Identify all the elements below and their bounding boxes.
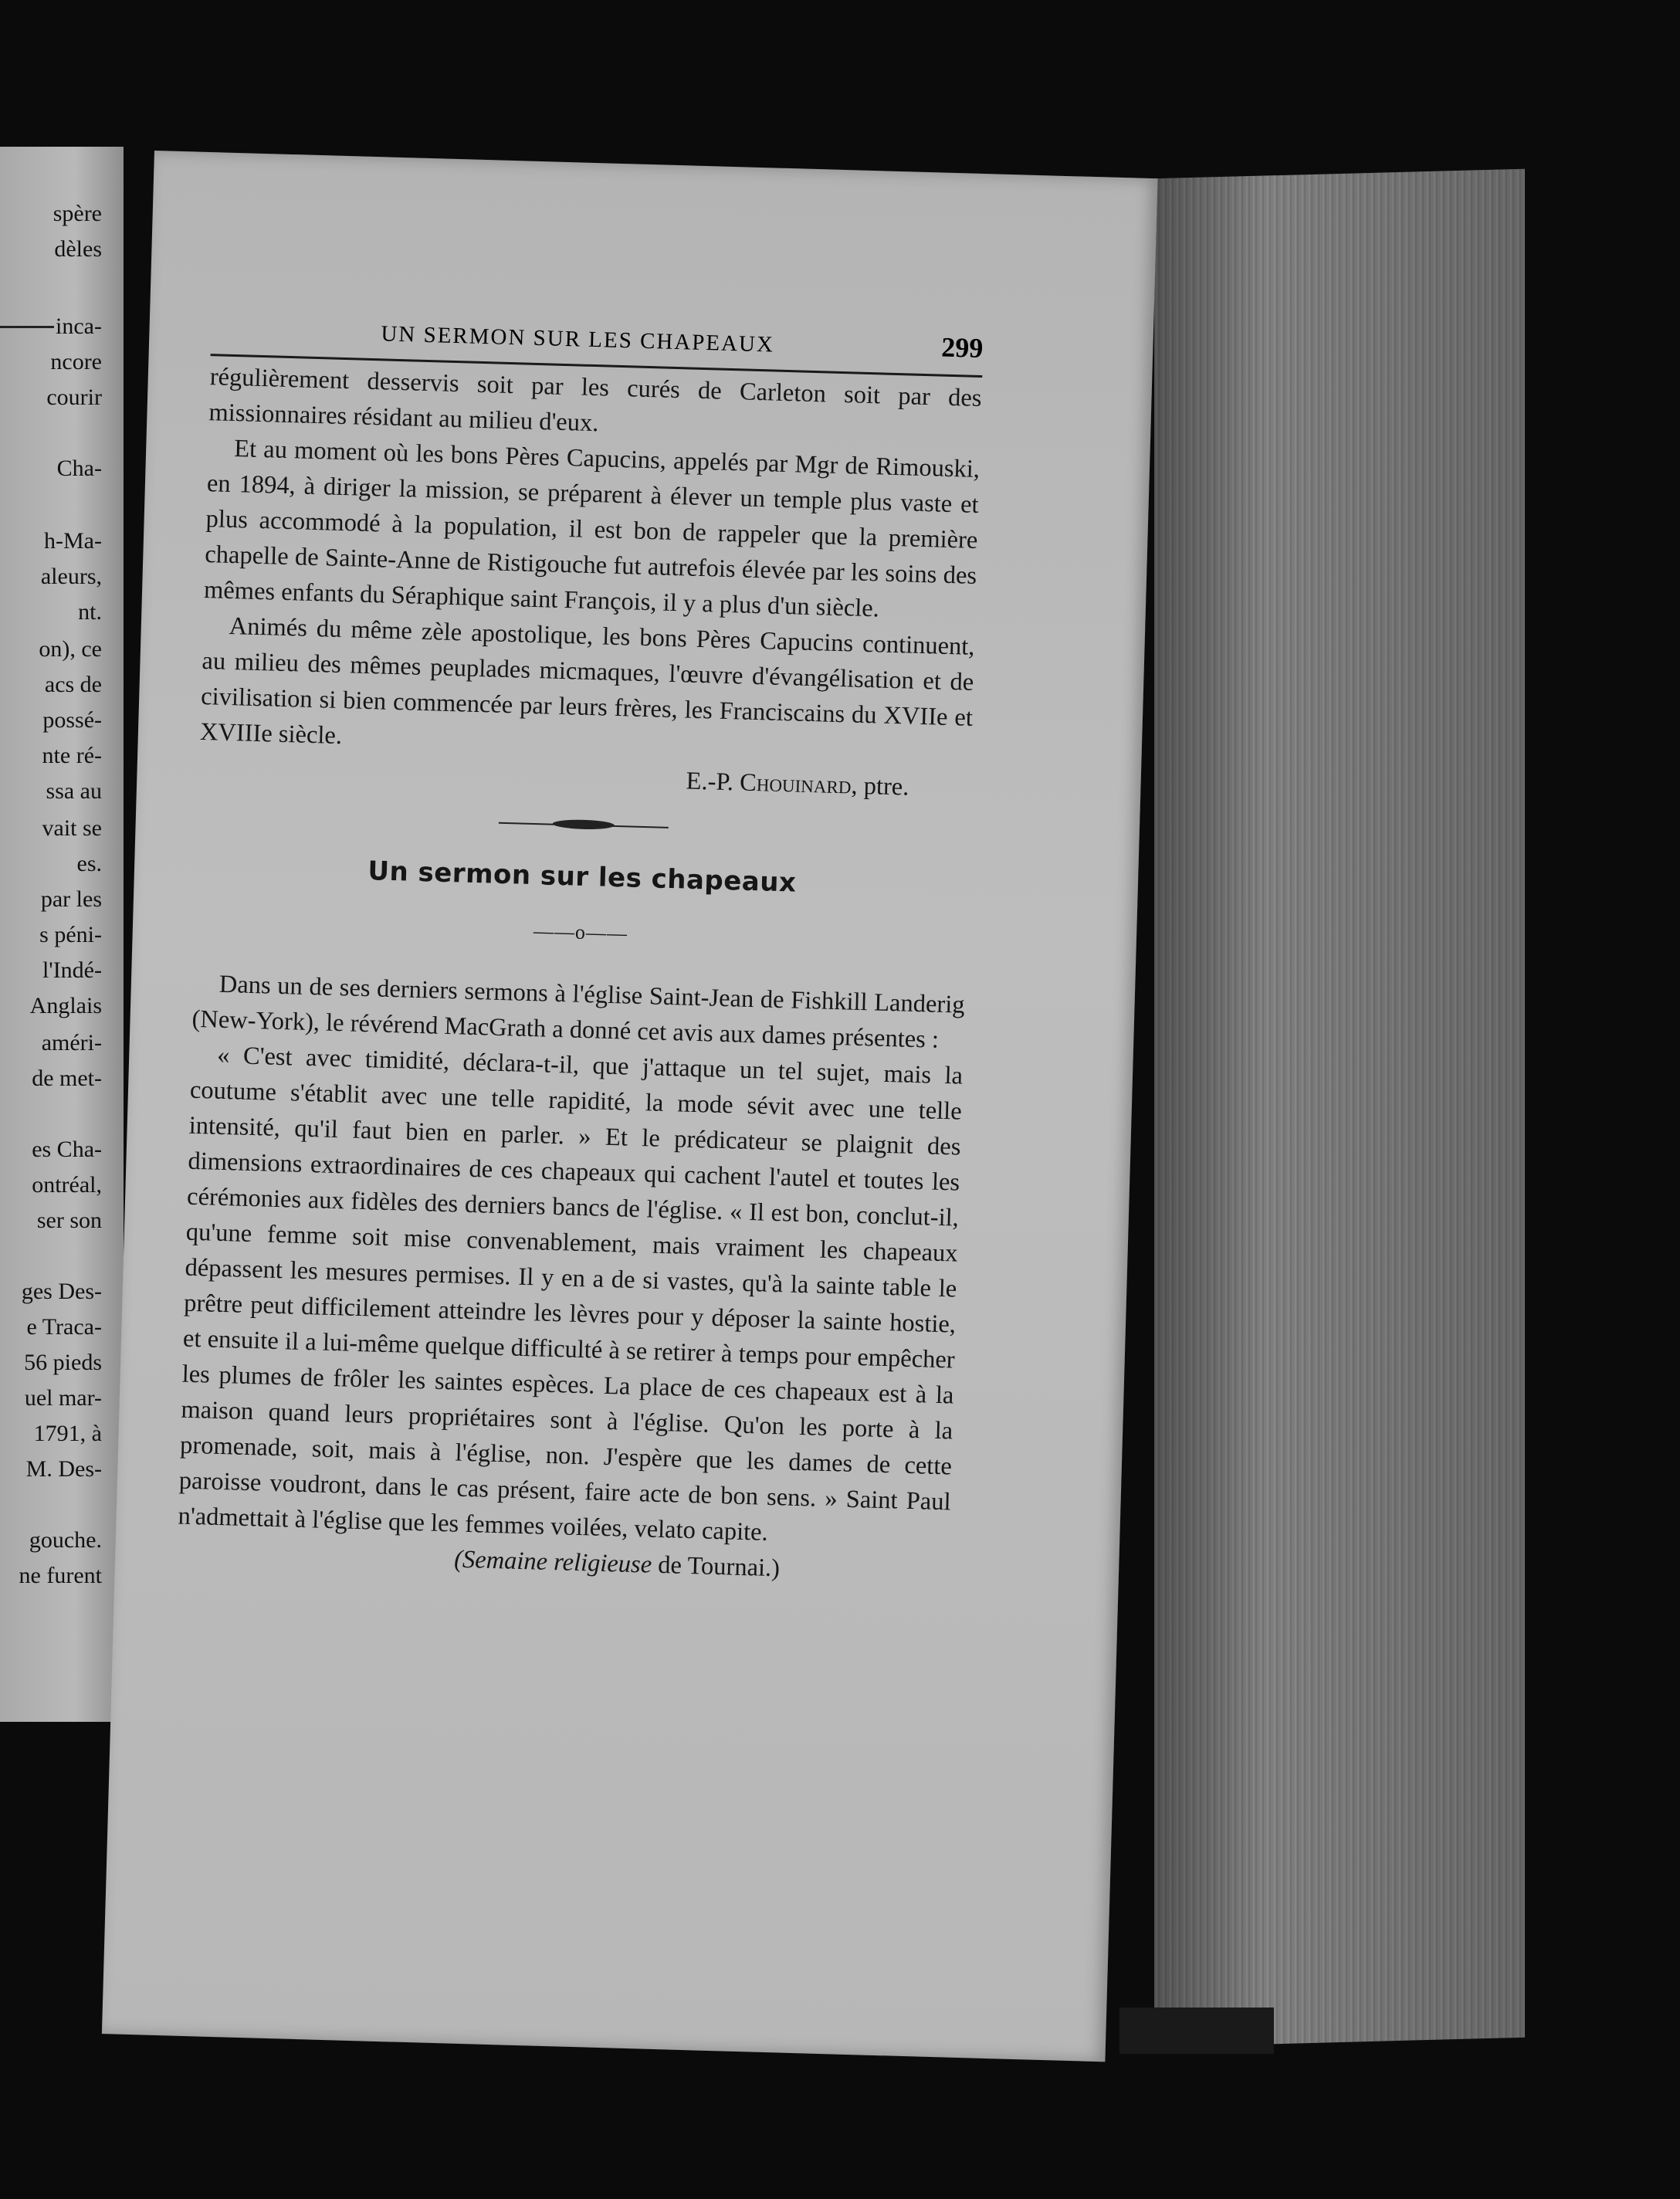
- left-page-line: de met-: [32, 1066, 102, 1091]
- left-page-line: e Traca-: [26, 1314, 102, 1340]
- previous-page-fragment: [0, 147, 124, 1722]
- left-page-line: ontréal,: [32, 1172, 102, 1198]
- source-rest: de Tournai.): [651, 1550, 781, 1583]
- page-number: 299: [940, 331, 984, 364]
- left-page-line: ser son: [36, 1208, 102, 1233]
- left-page-line: nt.: [78, 599, 102, 625]
- left-page-line: vait se: [42, 815, 102, 841]
- left-page-line: spère: [52, 201, 102, 226]
- left-page-line: par les: [40, 886, 102, 912]
- left-page-line: possé-: [42, 707, 102, 733]
- left-page-line: M. Des-: [25, 1456, 102, 1482]
- left-page-line: inca-: [56, 313, 102, 339]
- book-page: [102, 151, 1158, 2062]
- left-page-line: nte ré-: [42, 743, 102, 768]
- left-page-line: ssa au: [46, 778, 102, 804]
- article1-paragraph-1: régulièrement desservis soit par les curés de Carleton soit par des missionnaires résidant au milieu d'eux.: [208, 363, 982, 438]
- left-page-line: h-Ma-: [44, 528, 102, 554]
- title-divider: ——o——: [533, 920, 628, 945]
- left-page-line: uel mar-: [24, 1385, 102, 1411]
- page-body: [177, 359, 982, 1591]
- left-page-line: s péni-: [39, 922, 102, 947]
- left-page-line: ne furent: [19, 1563, 102, 1588]
- article-title: Un sermon sur les chapeaux: [367, 856, 797, 899]
- article1-paragraph-3: Animés du même zèle apostolique, les bons Pères Capucins continuent, au milieu des mêmes peuplades micmaques, l'œuvre d'évangélisation et de civilisation si bien commencée par leurs frères, les Franciscains du XVIIe et XVIIIe siècle.: [199, 612, 975, 751]
- left-page-line: on), ce: [39, 636, 102, 662]
- article1-paragraph-2: Et au moment où les bons Pères Capucins, appelés par Mgr de Rimouski, en 1894, à diriger la mission, se préparent à élever un temple plus vaste et plus accommodé à la population, il est bon de rappeler que la première chapelle de Sainte-Anne de Ristigouche fut autrefois élevée par les soins des mêmes enfants du Séraphique saint François, il y a plus d'un siècle.: [203, 435, 981, 623]
- book-page-edges: [1154, 169, 1525, 2048]
- left-page-line: aleurs,: [40, 564, 102, 589]
- left-page-rule: [0, 326, 54, 328]
- source-italic: (Semaine religieuse: [453, 1545, 652, 1579]
- signature-suffix: , ptre.: [850, 771, 909, 801]
- left-page-line: courir: [46, 385, 102, 410]
- left-page-line: l'Indé-: [42, 957, 102, 983]
- left-page-line: 1791, à: [33, 1421, 102, 1446]
- left-page-line: ges Des-: [21, 1279, 102, 1304]
- left-page-line: es Cha-: [32, 1137, 102, 1162]
- article2-paragraph-2: « C'est avec timidité, déclara-t-il, que j'attaque un tel sujet, mais la coutume s'établit avec une telle rapidité, la mode sévit avec une telle intensité, qu'il faut bien en parler. » Et le prédicateur se plaignit des dimensions extraordinaires de ces chapeaux qui cachent l'autel et toutes les cérémonies aux fidèles des derniers bancs de l'église. « Il est bon, conclut-il, qu'une femme soit mise convenablement, mais vraiment les chapeaux dépassent les mesures permises. Il y en a de si vastes, qu'à la sainte table le prêtre peut difficilement atteindre les lèvres pour y déposer la sainte hostie, et ensuite il a lui-même quelque difficulté à se retirer à temps pour empêcher les plumes de frôler les saintes espèces. La place de ces chapeaux est à la maison quand leurs propriétaires sont à l'église. Qu'on les porte à la promenade, soit, mais à l'église, non. J'espère que les dames de cette paroisse voudront, dans le cas présent, faire acte de bon sens. » Saint Paul n'admettait à l'église que les femmes voilées, velato capite.: [178, 1041, 964, 1547]
- bottom-shadow: [1119, 2008, 1274, 2054]
- left-page-line: gouche.: [29, 1527, 102, 1553]
- article2-paragraph-1: Dans un de ses derniers sermons à l'église Saint-Jean de Fishkill Landerig (New-York), le révérend MacGrath a donné cet avis aux dames présentes :: [191, 970, 966, 1054]
- left-page-line: ncore: [50, 349, 102, 374]
- left-page-line: acs de: [44, 672, 102, 697]
- signature-name: E.-P. Chouinard: [686, 767, 852, 800]
- left-page-line: Anglais: [29, 993, 102, 1018]
- left-page-line: 56 pieds: [24, 1350, 102, 1375]
- left-page-line: dèles: [54, 236, 102, 262]
- left-page-line: Cha-: [56, 456, 102, 481]
- running-title: UN SERMON SUR LES CHAPEAUX: [381, 321, 775, 357]
- left-page-line: es.: [76, 851, 102, 876]
- section-ornament: [499, 815, 669, 835]
- left-page-line: améri-: [41, 1030, 102, 1055]
